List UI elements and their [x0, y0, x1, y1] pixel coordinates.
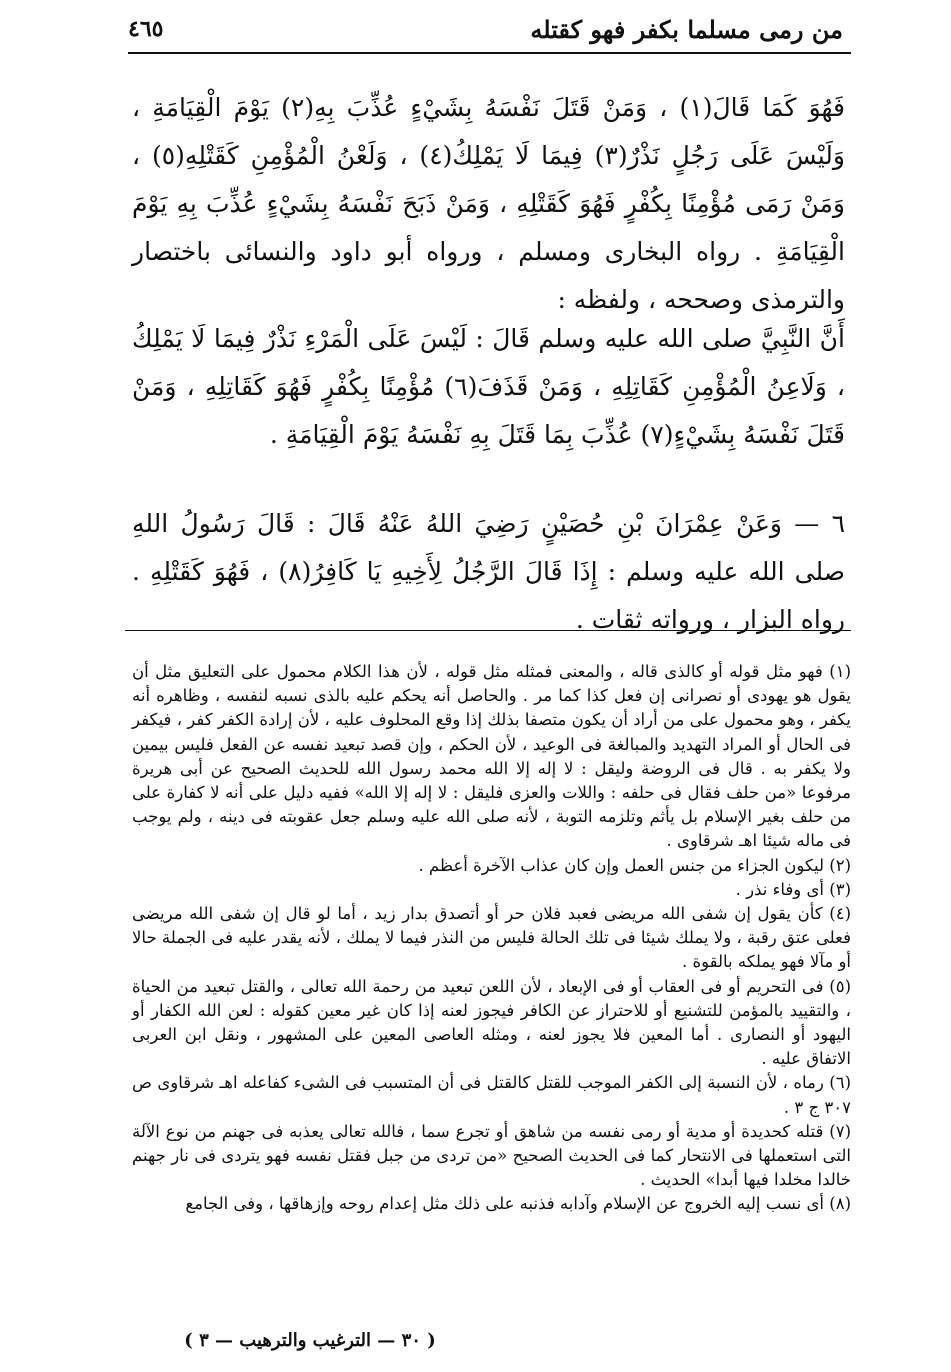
page-number: ٤٦٥ — [128, 16, 164, 42]
signature-mark: ( ٣٠ — الترغيب والترهيب — ٣ ) — [184, 1330, 436, 1351]
footnote-7: (٧) قتله كحديدة أو مدية أو رمى نفسه من شاهق أو تجرع سما ، فالله تعالى يعذبه فى جهنم من نوع الآلة التى استعملها فى الانتحار كما فى الحديث الصحيح «من تردى من جبل فقتل نفسه فهو يتردى فى نار جهنم خالدا مخلدا فيها أبدا» الحديث . — [132, 1121, 851, 1190]
footnote-3: (٣) أى وفاء نذر . — [735, 879, 851, 899]
footnote-4: (٤) كأن يقول إن شفى الله مريضى فعبد فلان حر أو أتصدق بدار زيد ، أما لو قال إن شفى الله مريضى فعلى عتق رقبة ، ولا يملك شيئا فى تلك الحالة فليس من النذر فيما لا يملك ، لأنه يقدر عليه فى الجملة حالا أو مآلا فهو يملكه بالقوة . — [132, 904, 851, 972]
footnote-2: (٢) ليكون الجزاء من جنس العمل وإن كان عذاب الآخرة أعظم . — [418, 855, 851, 875]
footnote-6: (٦) رماه ، لأن النسبة إلى الكفر الموجب للقتل كالقتل فى أن المتسبب فى الشىء كفاعله اهـ شرقاوى ص ٣٠٧ ج ٣ . — [132, 1073, 851, 1117]
hadith-six-block — [132, 500, 845, 644]
hadith-paragraph-2: أَنَّ النَّبِيَّ صلى الله عليه وسلم قَالَ : لَيْسَ عَلَى الْمَرْءِ نَذْرٌ فِيمَا لَا يَمْلِكُ ، وَلَاعِنُ الْمُؤْمِنِ كَقَاتِلِهِ ، وَمَنْ قَذَفَ(٦) مُؤْمِنًا بِكُفْرٍ فَهُوَ كَقَاتِلِهِ ، وَمَنْ قَتَلَ نَفْسَهُ بِشَيْءٍ(٧) عُذِّبَ بِمَا قَتَلَ بِهِ نَفْسَهُ يَوْمَ الْقِيَامَةِ . — [132, 324, 845, 449]
hadith-paragraph-3: ٦ — وَعَنْ عِمْرَانَ بْنِ حُصَيْنٍ رَضِيَ اللهُ عَنْهُ قَالَ : قَالَ رَسُولُ اللهِ صلى الله عليه وسلم : إِذَا قَالَ الرَّجُلُ لِأَخِيهِ يَا كَافِرُ(٨) ، فَهُوَ كَقَتْلِهِ . رواه البزار ، ورواته ثقات . — [132, 509, 845, 634]
page-header — [128, 8, 843, 50]
hadith-paragraph-1: فَهُوَ كَمَا قَالَ(١) ، وَمَنْ قَتَلَ نَفْسَهُ بِشَيْءٍ عُذِّبَ بِهِ(٢) يَوْمَ الْقِيَامَةِ ، وَلَيْسَ عَلَى رَجُلٍ نَذْرٌ(٣) فِيمَا لَا يَمْلِكُ(٤) ، وَلَعْنُ الْمُؤْمِنِ كَقَتْلِهِ(٥) ، وَمَنْ رَمَى مُؤْمِنًا بِكُفْرٍ فَهُوَ كَقَتْلِهِ ، وَمَنْ ذَبَحَ نَفْسَهُ بِشَيْءٍ عُذِّبَ بِهِ يَوْمَ الْقِيَامَةِ . رواه البخارى ومسلم ، ورواه أبو داود والنسائى باختصار والترمذى وصححه ، ولفظه : — [132, 93, 845, 314]
hadith-variant-block — [132, 315, 845, 459]
footnote-5: (٥) فى التحريم أو فى العقاب أو فى الإبعاد ، لأن اللعن تبعيد من رحمة الله تعالى ، والقتل تبعيد من الحياة ، والتقييد بالمؤمن للتشنيع أو للاحتراز عن الكافر فيجوز لعنه إذا كان غير معين كقوله : لعن الله الكفار أو اليهود أو النصارى . أما المعين فلا يجوز لعنه ، ومثله العاصى المعين على المشهور ، ونقل ابن العربى الاتفاق عليه . — [132, 976, 851, 1069]
running-title: من رمى مسلما بكفر فهو كقتله — [530, 14, 843, 44]
header-rule — [128, 52, 851, 54]
footnote-1: (١) فهو مثل قوله أو كالذى قاله ، والمعنى فمثله مثل قوله ، لأن هذا الكلام محمول على التعليق مثل أن يقول هو يهودى أو نصرانى إن فعل كذا كما مر . والحاصل أنه يحكم عليه بالذى نسبه لنفسه ، وظاهره أنه يكفر ، وهو محمول على من أراد أن يكون متصفا بذلك إذا وقع المحلوف عليه ، لأن إرادة الكفر كفر ، فيكفر فى الحال أو المراد التهديد والمبالغة فى الوعيد ، لأن الحكم ، وإن قصد تبعيد نفسه عن الفعل فليس بيمين ولا يكفر به . قال فى الروضة وليقل : لا إله إلا الله محمد رسول الله للحديث الصحيح عن أبى هريرة مرفوعا «من حلف فقال فى حلفه : واللات والعزى فليقل : لا إله إلا الله» ففيه دليل على أنه لا كفارة على من حلف بغير الإسلام بل يأثم وتلزمه التوبة ، لأنه صلى الله عليه وسلم جعل عقوبته فى دينه ، ولم يوجب فى ماله شيئا اهـ شرقاوى . — [132, 662, 851, 851]
hadith-text-block — [132, 84, 845, 324]
footnotes — [132, 660, 851, 1217]
footnote-8: (٨) أى نسب إليه الخروج عن الإسلام وآدابه فذنبه على ذلك مثل إعدام روحه وإزهاقها ، وفى الجامع — [185, 1194, 851, 1214]
footnote-separator — [125, 630, 851, 631]
